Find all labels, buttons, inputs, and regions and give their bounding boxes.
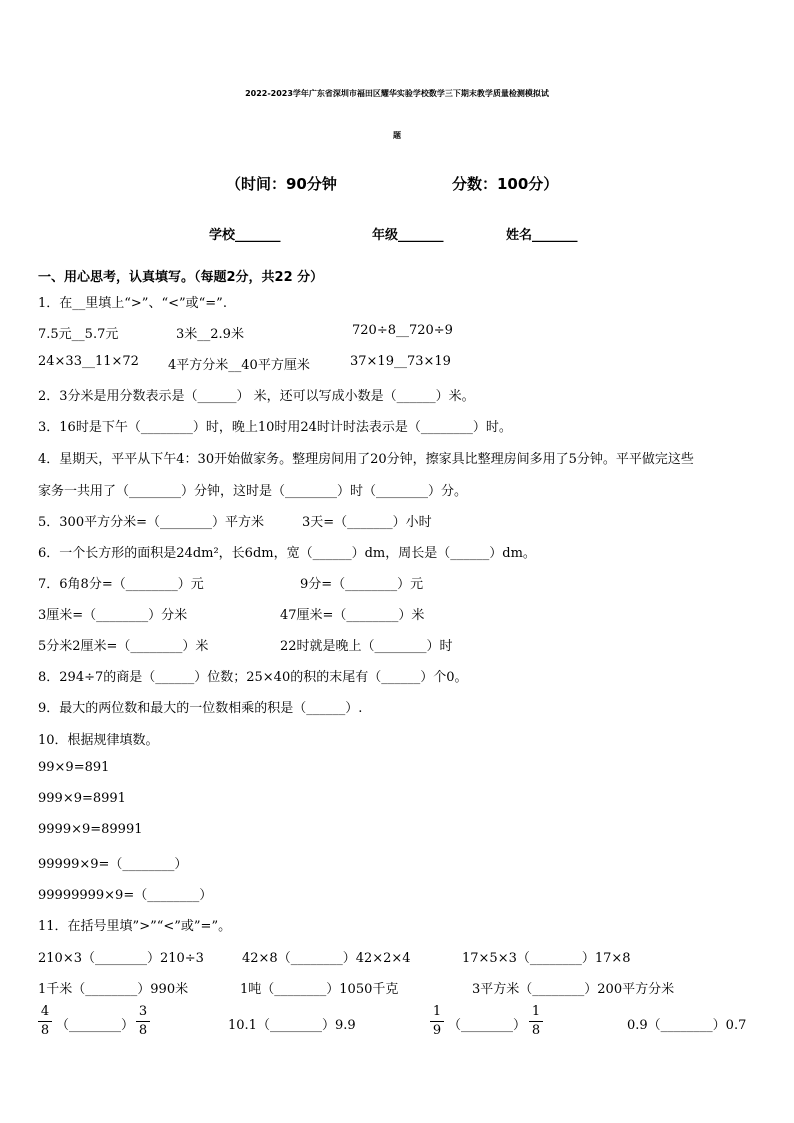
fraction xyxy=(38,1004,52,1039)
q4-line-2: 家务一共用了（________）分钟，这时是（________）时（________）分。 xyxy=(38,484,468,499)
q5-part-a: 5．300平方分米=（________）平方米 xyxy=(38,515,264,530)
q3: 3．16时是下午（________）时，晚上10时用24时计时法表示是（________）时。 xyxy=(38,420,512,435)
q10-line: 99×9=891 xyxy=(38,760,110,775)
q11-stem: 11．在括号里填”>”“<”或”=”。 xyxy=(38,919,232,934)
q10-line: 999×9=8991 xyxy=(38,791,126,806)
fraction-bar xyxy=(136,1021,150,1022)
grade-field: 年级_______ xyxy=(372,228,444,243)
q5-part-b: 3天=（_______）小时 xyxy=(302,515,432,530)
q1-item: 24×33__11×72 xyxy=(38,354,139,369)
fraction xyxy=(430,1004,444,1039)
fraction-numerator: 1 xyxy=(432,1004,442,1019)
q11-item: 0.9（________）0.7 xyxy=(627,1018,747,1033)
fraction-numerator: 1 xyxy=(531,1004,541,1019)
q11-item: 10.1（________）9.9 xyxy=(228,1018,356,1033)
exam-time: （时间：90分钟 xyxy=(226,175,337,193)
fraction-denominator: 8 xyxy=(40,1023,50,1038)
q1-item: 4平方分米__40平方厘米 xyxy=(168,358,310,373)
title-line-2: 题 xyxy=(393,131,401,140)
q2: 2．3分米是用分数表示是（______） 米，还可以写成小数是（______）米。 xyxy=(38,389,475,404)
fraction-denominator: 9 xyxy=(432,1023,442,1038)
exam-score: 分数：100分） xyxy=(452,175,559,193)
fraction xyxy=(136,1004,150,1039)
q7-item: 3厘米=（________）分米 xyxy=(38,608,188,623)
q1-item: 7.5元__5.7元 xyxy=(38,327,119,342)
q10-line: 99999999×9=（________） xyxy=(38,888,213,903)
title-line-1: 2022-2023学年广东省深圳市福田区耀华实验学校数学三下期末教学质量检测模拟试 xyxy=(245,89,549,98)
fraction-denominator: 8 xyxy=(531,1023,541,1038)
fraction xyxy=(529,1004,543,1039)
q11-item: 3平方米（________）200平方分米 xyxy=(472,982,675,997)
q1-item: 3米__2.9米 xyxy=(176,327,244,342)
q8: 8．294÷7的商是（______）位数；25×40的积的末尾有（______）个0。 xyxy=(38,670,468,685)
q11-item: 1吨（________）1050千克 xyxy=(240,982,399,997)
q9: 9．最大的两位数和最大的一位数相乘的积是（______）. xyxy=(38,701,363,716)
fraction-numerator: 4 xyxy=(40,1004,50,1019)
q1-item: 37×19__73×19 xyxy=(350,354,451,369)
q1-item: 720÷8__720÷9 xyxy=(352,323,453,338)
q11-item: 17×5×3（________）17×8 xyxy=(462,951,631,966)
comparison-blank: （________） xyxy=(448,1018,527,1033)
school-field: 学校_______ xyxy=(209,228,281,243)
fraction-bar xyxy=(38,1021,52,1022)
fraction-denominator: 8 xyxy=(138,1023,148,1038)
q10-line: 9999×9=89991 xyxy=(38,822,143,837)
fraction-numerator: 3 xyxy=(138,1004,148,1019)
name-field: 姓名_______ xyxy=(506,228,578,243)
q10-stem: 10．根据规律填数。 xyxy=(38,733,159,748)
q7-item: 7．6角8分=（________）元 xyxy=(38,577,204,592)
fraction-bar xyxy=(430,1021,444,1022)
q7-item: 5分米2厘米=（________）米 xyxy=(38,639,209,654)
fraction-bar xyxy=(529,1021,543,1022)
q4-line-1: 4．星期天，平平从下午4：30开始做家务。整理房间用了20分钟，擦家具比整理房间多用了5分钟。平平做完这些 xyxy=(38,452,694,467)
q7-item: 47厘米=（________）米 xyxy=(280,608,425,623)
q7-item: 9分=（________）元 xyxy=(300,577,424,592)
q11-item: 42×8（________）42×2×4 xyxy=(242,951,411,966)
q6: 6．一个长方形的面积是24dm²，长6dm，宽（______）dm，周长是（______）dm。 xyxy=(38,546,536,561)
comparison-blank: （________） xyxy=(56,1018,135,1033)
q1-stem: 1．在__里填上“>”、“<”或“=”. xyxy=(38,296,227,311)
q7-item: 22时就是晚上（________）时 xyxy=(280,639,453,654)
q11-item: 1千米（________）990米 xyxy=(38,982,189,997)
section-heading: 一、用心思考，认真填写。（每题2分，共22 分） xyxy=(38,270,324,285)
q10-line: 99999×9=（________） xyxy=(38,857,188,872)
q11-item: 210×3（________）210÷3 xyxy=(38,951,204,966)
